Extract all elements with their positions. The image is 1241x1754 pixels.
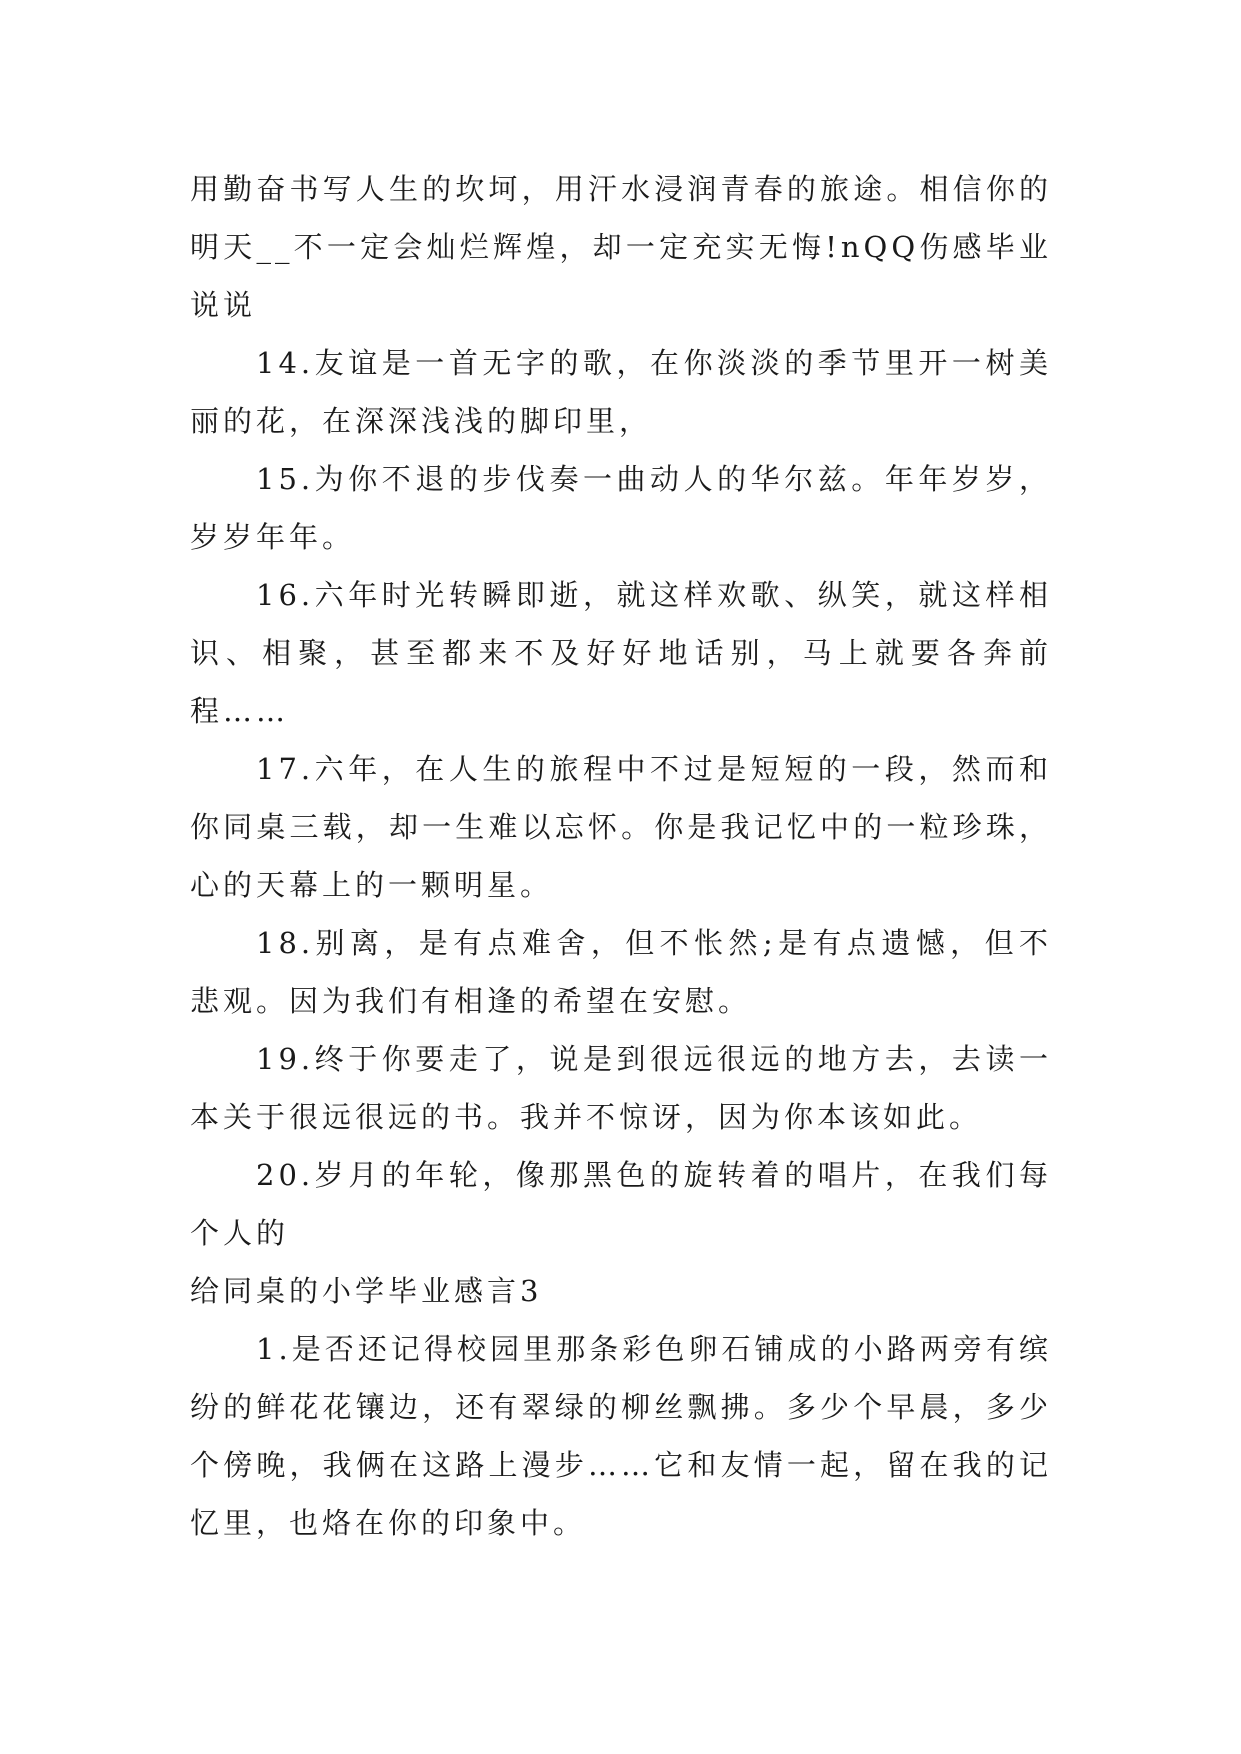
paragraph-14: 14.友谊是一首无字的歌，在你淡淡的季节里开一树美丽的花，在深深浅浅的脚印里， <box>190 346 1052 438</box>
paragraph-18: 18.别离，是有点难舍，但不怅然;是有点遗憾，但不悲观。因为我们有相逢的希望在安慰。 <box>190 926 1052 1018</box>
paragraph-intro: 用勤奋书写人生的坎坷，用汗水浸润青春的旅途。相信你的明天__不一定会灿烂辉煌，却一定充实无悔!nQQ伤感毕业说说 <box>190 172 1052 322</box>
section-paragraph-1: 1.是否还记得校园里那条彩色卵石铺成的小路两旁有缤纷的鲜花花镶边，还有翠绿的柳丝飘拂。多少个早晨，多少个傍晚，我俩在这路上漫步……它和友情一起，留在我的记忆里，也烙在你的印象中。 <box>190 1332 1052 1540</box>
paragraph-15: 15.为你不退的步伐奏一曲动人的华尔兹。年年岁岁，岁岁年年。 <box>190 462 1052 554</box>
paragraph-20: 20.岁月的年轮，像那黑色的旋转着的唱片，在我们每个人的 <box>190 1158 1052 1250</box>
paragraph-17: 17.六年，在人生的旅程中不过是短短的一段，然而和你同桌三载，却一生难以忘怀。你是我记忆中的一粒珍珠，心的天幕上的一颗明星。 <box>190 752 1052 902</box>
paragraph-19: 19.终于你要走了，说是到很远很远的地方去，去读一本关于很远很远的书。我并不惊讶，因为你本该如此。 <box>190 1042 1052 1134</box>
section-heading: 给同桌的小学毕业感言3 <box>190 1274 543 1308</box>
paragraph-16: 16.六年时光转瞬即逝，就这样欢歌、纵笑，就这样相识、相聚，甚至都来不及好好地话别，马上就要各奔前程…… <box>190 578 1052 728</box>
document-body <box>190 160 1052 1552</box>
